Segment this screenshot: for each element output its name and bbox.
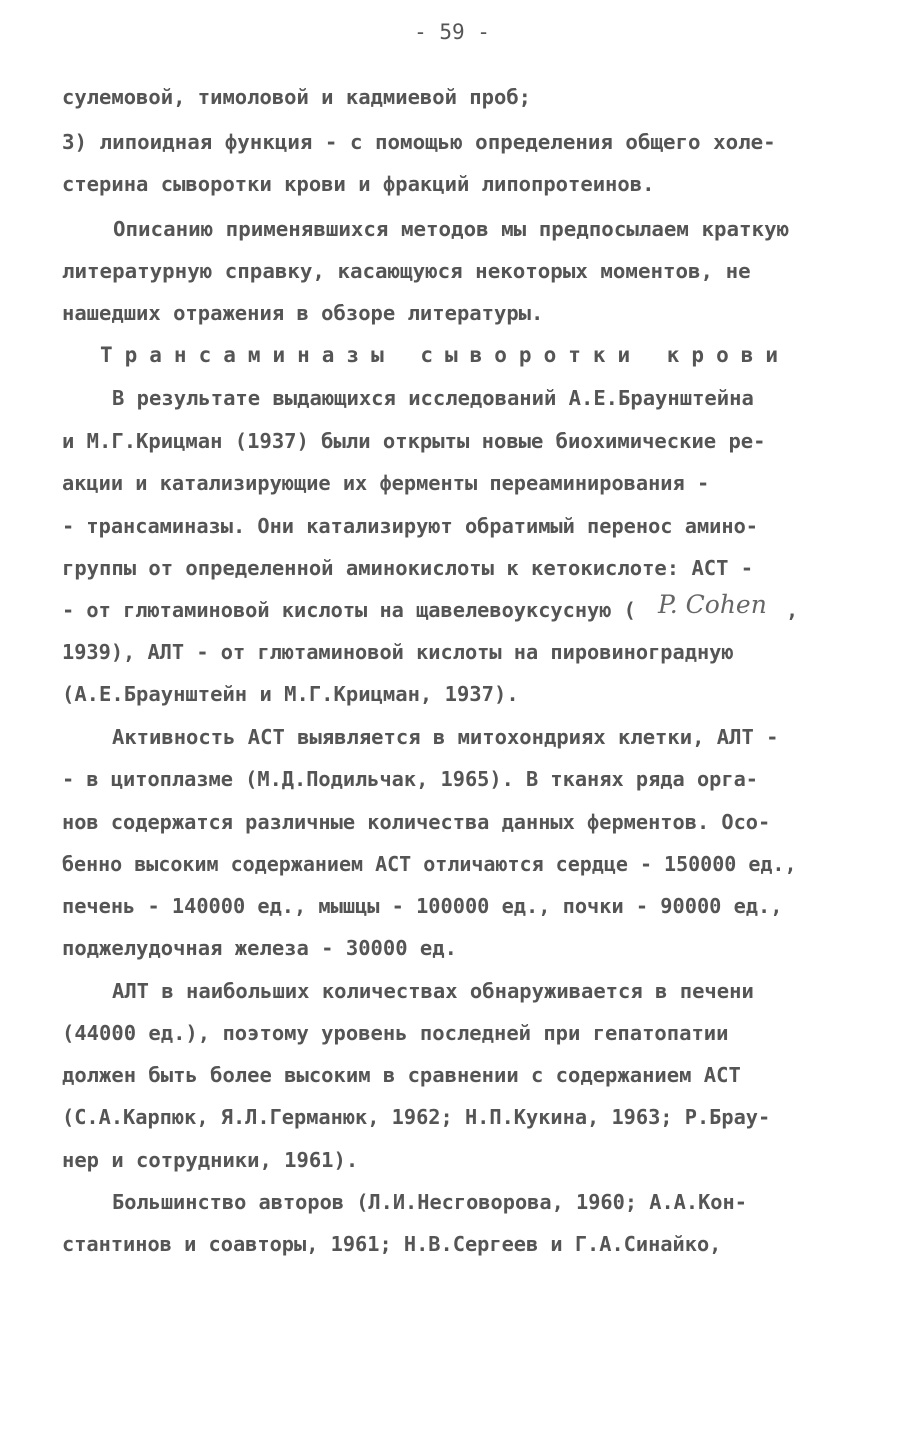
text-line: литературную справку, касающуюся некоторых моментов, не bbox=[62, 259, 751, 283]
text-line: (44000 ед.), поэтому уровень последней при гепатопатии bbox=[62, 1021, 729, 1045]
text-line: - трансаминазы. Они катализируют обратимый перенос амино- bbox=[62, 514, 758, 538]
text-line: - от глютаминовой кислоты на щавелевоуксусную ( bbox=[62, 598, 636, 622]
text-line: печень - 140000 ед., мышцы - 100000 ед., почки - 90000 ед., bbox=[62, 894, 783, 918]
text-line: и М.Г.Крицман (1937) были открыты новые биохимические ре- bbox=[62, 429, 766, 453]
text-line: поджелудочная железа - 30000 ед. bbox=[62, 936, 457, 960]
text-line: группы от определенной аминокислоты к кетокислоте: АСТ - bbox=[62, 556, 754, 580]
text-line: нов содержатся различные количества данных ферментов. Осо- bbox=[62, 810, 771, 834]
text-line: (А.Е.Браунштейн и М.Г.Крицман, 1937). bbox=[62, 682, 519, 706]
handwritten-annotation: P. Cohen bbox=[658, 590, 767, 619]
text-line: стерина сыворотки крови и фракций липопротеинов. bbox=[62, 172, 655, 196]
text-line: 3) липоидная функция - с помощью определения общего холе- bbox=[62, 130, 776, 154]
text-line: В результате выдающихся исследований А.Е.Браунштейна bbox=[112, 386, 754, 410]
text-line: (С.А.Карпюк, Я.Л.Германюк, 1962; Н.П.Кукина, 1963; Р.Брау- bbox=[62, 1105, 771, 1129]
text-line: нер и сотрудники, 1961). bbox=[62, 1148, 359, 1172]
section-heading: Трансаминазы сыворотки крови bbox=[100, 343, 791, 367]
text-line: акции и катализирующие их ферменты переаминирования - bbox=[62, 471, 710, 495]
text-line: стантинов и соавторы, 1961; Н.В.Сергеев и Г.А.Синайко, bbox=[62, 1232, 722, 1256]
text-line: Описанию применявшихся методов мы предпосылаем краткую bbox=[113, 217, 790, 241]
text-line: Активность АСТ выявляется в митохондриях клетки, АЛТ - bbox=[112, 725, 779, 749]
text-line: бенно высоким содержанием АСТ отличаются сердце - 150000 ед., bbox=[62, 852, 797, 876]
text-line: сулемовой, тимоловой и кадмиевой проб; bbox=[62, 85, 531, 109]
text-line: АЛТ в наибольших количествах обнаруживается в печени bbox=[112, 979, 754, 1003]
text-line: 1939), АЛТ - от глютаминовой кислоты на пировиноградную bbox=[62, 640, 734, 664]
text-line: - в цитоплазме (М.Д.Подильчак, 1965). В тканях ряда орга- bbox=[62, 767, 758, 791]
page-number: - 59 - bbox=[414, 20, 490, 44]
text-line: нашедших отражения в обзоре литературы. bbox=[62, 301, 544, 325]
text-line: должен быть более высоким в сравнении с содержанием АСТ bbox=[62, 1063, 741, 1087]
text-line: Большинство авторов (Л.И.Несговорова, 1960; А.А.Кон- bbox=[112, 1190, 747, 1214]
text-line: , bbox=[786, 598, 799, 622]
